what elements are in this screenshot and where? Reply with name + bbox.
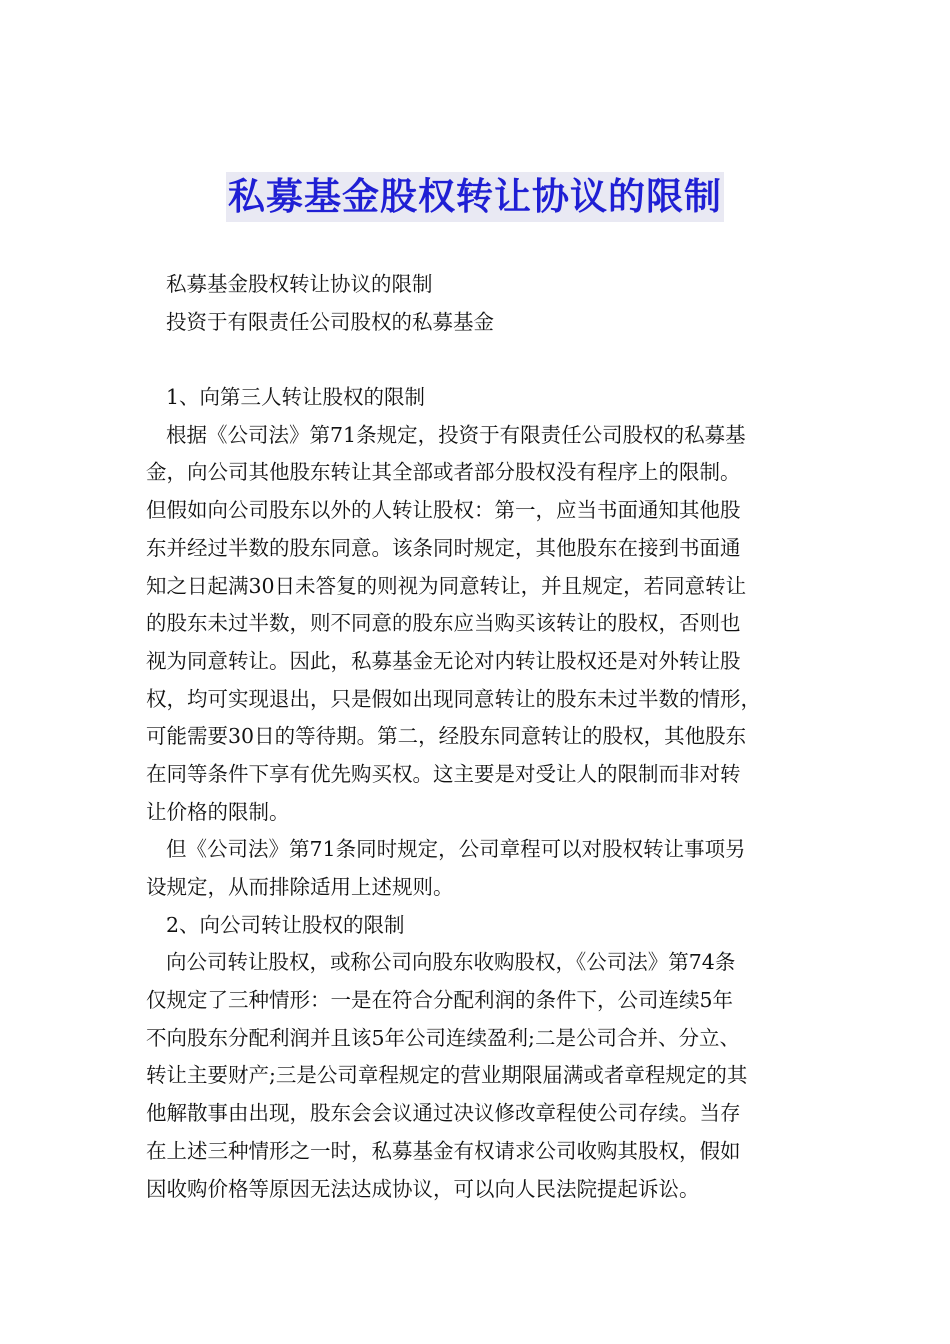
title-container bbox=[0, 172, 950, 222]
text-line: 让价格的限制。 bbox=[146, 799, 290, 824]
text-line: 设规定，从而排除适用上述规则。 bbox=[146, 875, 454, 899]
text-line: 知之日起满30日未答复的则视为同意转让，并且规定，若同意转让 bbox=[146, 573, 747, 598]
text-line: 权，均可实现退出，只是假如出现同意转让的股东未过半数的情形， bbox=[146, 686, 761, 711]
blank-line bbox=[146, 341, 810, 379]
text-line: 视为同意转让。因此，私募基金无论对内转让股权还是对外转让股 bbox=[146, 648, 741, 673]
text-line: 投资于有限责任公司股权的私募基金 bbox=[166, 309, 494, 334]
text-line: 在上述三种情形之一时，私募基金有权请求公司收购其股权，假如 bbox=[146, 1138, 741, 1163]
page-title: 私募基金股权转让协议的限制 bbox=[226, 172, 724, 222]
text-line: 1、向第三人转让股权的限制 bbox=[166, 385, 426, 410]
text-line: 他解散事由出现，股东会会议通过决议修改章程使公司存续。当存 bbox=[146, 1101, 741, 1126]
text-line: 在同等条件下享有优先购买权。这主要是对受让人的限制而非对转 bbox=[146, 761, 741, 786]
text-line: 但假如向公司股东以外的人转让股权：第一，应当书面通知其他股 bbox=[146, 498, 741, 523]
document-body bbox=[146, 266, 810, 1208]
text-line: 可能需要30日的等待期。第二，经股东同意转让的股权，其他股东 bbox=[146, 724, 747, 749]
text-line: 向公司转让股权，或称公司向股东收购股权，《公司法》第74条 bbox=[166, 950, 736, 975]
text-line: 因收购价格等原因无法达成协议，可以向人民法院提起诉讼。 bbox=[146, 1176, 700, 1201]
text-line: 2、向公司转让股权的限制 bbox=[166, 912, 405, 937]
text-line: 私募基金股权转让协议的限制 bbox=[166, 272, 433, 296]
text-line: 仅规定了三种情形：一是在符合分配利润的条件下，公司连续5年 bbox=[146, 988, 734, 1013]
text-line: 东并经过半数的股东同意。该条同时规定，其他股东在接到书面通 bbox=[146, 535, 741, 560]
text-line: 但《公司法》第71条同时规定，公司章程可以对股权转让事项另 bbox=[166, 837, 746, 862]
text-line: 不向股东分配利润并且该5年公司连续盈利;二是公司合并、分立、 bbox=[146, 1025, 740, 1050]
text-line: 转让主要财产;三是公司章程规定的营业期限届满或者章程规定的其 bbox=[146, 1063, 748, 1088]
text-line: 金，向公司其他股东转让其全部或者部分股权没有程序上的限制。 bbox=[146, 460, 741, 485]
text-line: 的股东未过半数，则不同意的股东应当购买该转让的股权，否则也 bbox=[146, 611, 741, 636]
text-line: 根据《公司法》第71条规定，投资于有限责任公司股权的私募基 bbox=[166, 422, 746, 447]
